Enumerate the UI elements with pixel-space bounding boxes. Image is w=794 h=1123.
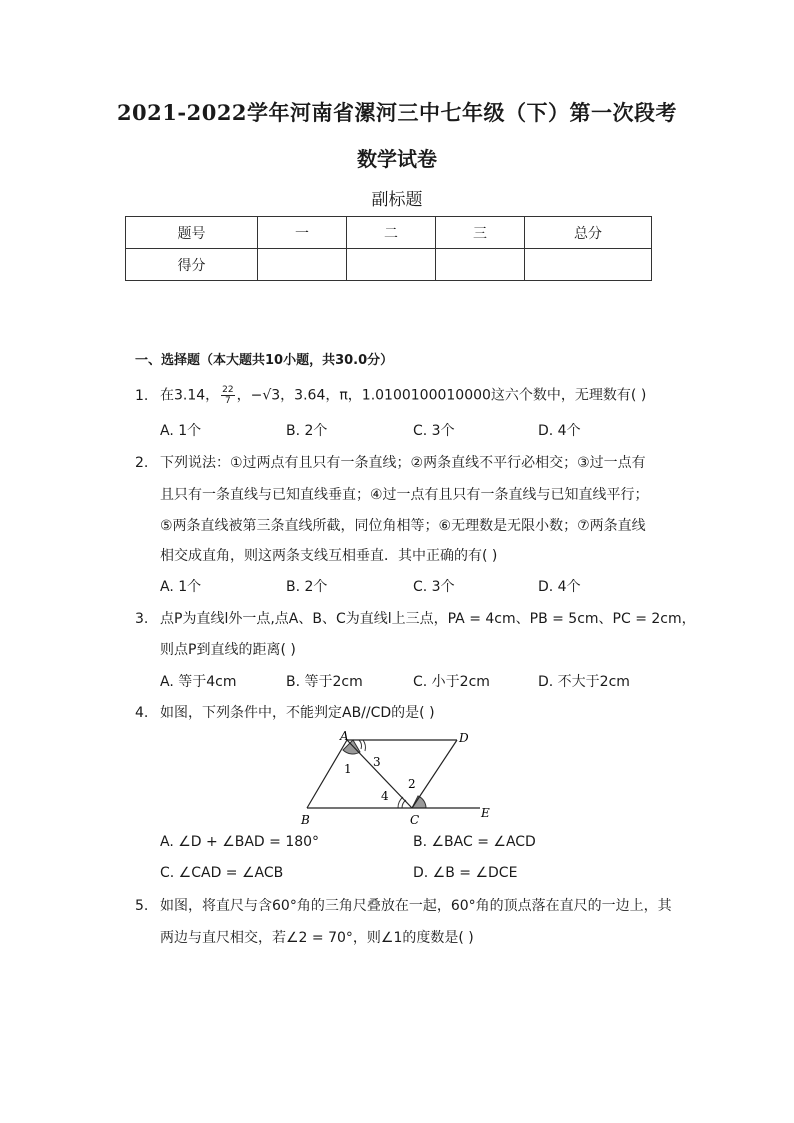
question-number: 1. [135, 387, 149, 404]
score-table-score-row [126, 249, 652, 281]
question-2-number: 2. [135, 455, 149, 471]
section-title: 一、选择题（本大题共10小题，共30.0分） [135, 353, 394, 368]
question-4-text: 如图，下列条件中，不能判定AB//CD的是( ) [160, 705, 435, 721]
option-c[interactable]: C. 3个 [413, 579, 455, 595]
option-d[interactable]: D. 不大于2cm [538, 674, 630, 690]
fraction-numerator: 22 [222, 385, 234, 395]
question-3-number: 3. [135, 611, 149, 627]
question-4-number: 4. [135, 705, 149, 721]
segment-AC [347, 740, 412, 808]
question-5-line: 如图，将直尺与含60°角的三角尺叠放在一起，60°角的顶点落在直尺的一边上，其 [160, 898, 672, 914]
double-arc-ACB [398, 797, 406, 808]
option-b[interactable]: B. 2个 [286, 579, 328, 595]
option-a[interactable]: A. ∠D + ∠BAD = 180° [160, 834, 320, 850]
exam-title-line1: 2021-2022学年河南省漯河三中七年级（下）第一次段考 [116, 100, 678, 125]
point-label-D: D [459, 731, 469, 745]
option-d[interactable]: D. 4个 [538, 579, 581, 595]
option-b[interactable]: B. ∠BAC = ∠ACD [413, 834, 536, 850]
point-label-B: B [301, 813, 310, 827]
double-arc-CAD [359, 740, 365, 751]
angle-label-1: 1 [344, 762, 352, 776]
option-b[interactable]: B. 2个 [286, 423, 328, 439]
score-row-label: 得分 [126, 249, 258, 281]
question-text: ，−√3，3.64，π，1.010010001000​0这六个数中，无理数有( ) [236, 387, 647, 404]
score-cell[interactable] [347, 249, 436, 281]
option-d[interactable]: D. 4个 [538, 423, 581, 439]
segment-DC [412, 740, 457, 808]
question-2-line: ⑤两条直线被第三条直线所截，同位角相等；⑥无理数是无限小数；⑦两条直线 [160, 518, 646, 534]
score-cell[interactable] [525, 249, 652, 281]
fraction-denominator: 7 [225, 396, 231, 406]
option-c[interactable]: C. 3个 [413, 423, 455, 439]
fraction [221, 385, 234, 406]
question-3-line: 则点P到直线的距离( ) [160, 642, 296, 658]
score-header-cell: 三 [436, 217, 525, 249]
score-header-cell: 题号 [126, 217, 258, 249]
option-a[interactable]: A. 等于4cm [160, 674, 237, 690]
angle-label-4: 4 [381, 789, 389, 803]
question-5-number: 5. [135, 898, 149, 914]
question-2-line: 下列说法：①过两点有且只有一条直线；②两条直线不平行必相交；③过一点有 [160, 455, 646, 471]
question-2-line: 且只有一条直线与已知直线垂直；④过一点有且只有一条直线与已知直线平行； [160, 487, 649, 503]
score-header-cell: 一 [258, 217, 347, 249]
question-text: 在3.14， [160, 387, 220, 404]
score-header-cell: 二 [347, 217, 436, 249]
question-3-line: 点P为直线l外一点,点A、B、C为直线l上三点，PA = 4cm、PB = 5cm、PC = 2cm， [160, 611, 696, 627]
score-table [125, 216, 652, 281]
score-cell[interactable] [258, 249, 347, 281]
point-label-C: C [410, 813, 420, 827]
option-a[interactable]: A. 1个 [160, 579, 202, 595]
score-cell[interactable] [436, 249, 525, 281]
score-header-cell: 总分 [525, 217, 652, 249]
option-c[interactable]: C. ∠CAD = ∠ACB [160, 865, 284, 881]
option-d[interactable]: D. ∠B = ∠DCE [413, 865, 518, 881]
parallelogram-figure [295, 728, 505, 828]
option-b[interactable]: B. 等于2cm [286, 674, 363, 690]
question-2-line: 相交成直角，则这两条支线互相垂直．其中正确的有( ) [160, 548, 498, 564]
point-label-E: E [481, 806, 490, 820]
option-a[interactable]: A. 1个 [160, 423, 202, 439]
point-label-A: A [340, 729, 349, 743]
score-table-header-row [126, 217, 652, 249]
question-5-line: 两边与直尺相交，若∠2 = 70°，则∠1的度数是( ) [160, 930, 474, 946]
segment-AB [307, 740, 347, 808]
exam-subtitle: 副标题 [371, 190, 423, 210]
exam-title-line2: 数学试卷 [357, 147, 437, 171]
angle-label-3: 3 [373, 755, 381, 769]
angle-label-2: 2 [408, 777, 416, 791]
option-c[interactable]: C. 小于2cm [413, 674, 490, 690]
question-1 [135, 385, 646, 406]
